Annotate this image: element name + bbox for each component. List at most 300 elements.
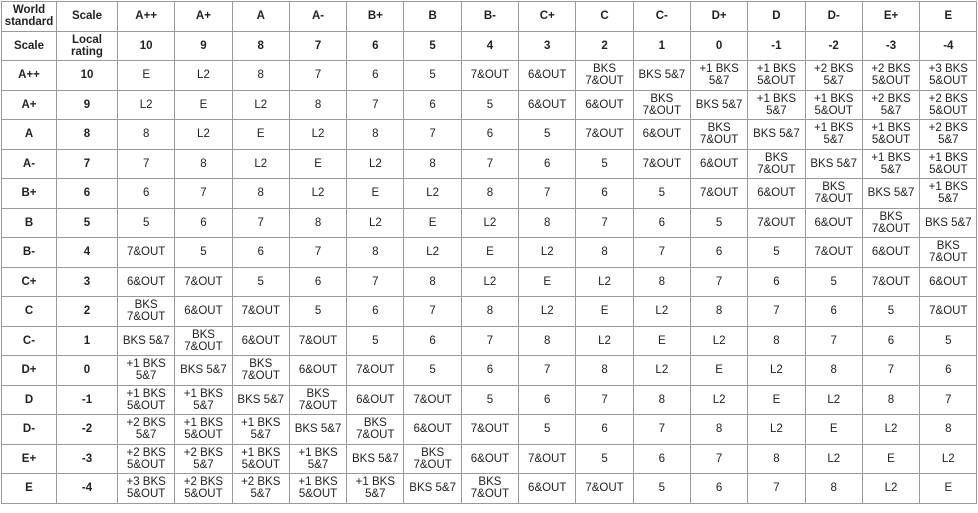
table-cell: E [805, 415, 862, 445]
table-cell: L2 [748, 356, 805, 386]
table-cell: 6 [461, 120, 518, 150]
column-header: A- [289, 2, 346, 32]
local-rating-cell: 4 [57, 238, 118, 268]
table-cell: BKS 7&OUT [404, 444, 461, 474]
table-row [2, 267, 977, 297]
table-cell: 7 [690, 267, 747, 297]
local-rating-cell: 0 [57, 356, 118, 386]
table-cell: 5 [289, 297, 346, 327]
table-cell: 7 [404, 297, 461, 327]
table-cell: 7&OUT [404, 385, 461, 415]
column-header: 1 [633, 31, 690, 61]
table-cell: 5 [805, 267, 862, 297]
column-header: D [748, 2, 805, 32]
table-row [2, 474, 977, 504]
table-cell: 5 [862, 297, 919, 327]
local-rating-cell: -4 [57, 474, 118, 504]
row-header: B [2, 208, 57, 238]
table-cell: 6&OUT [232, 326, 289, 356]
table-row [2, 208, 977, 238]
table-cell: 7 [232, 208, 289, 238]
table-cell: 7 [690, 444, 747, 474]
table-cell: +1 BKS 5&OUT [862, 120, 919, 150]
table-row [2, 444, 977, 474]
table-cell: 8 [519, 326, 576, 356]
table-cell: 7 [519, 356, 576, 386]
table-cell: +2 BKS 5&OUT [175, 474, 232, 504]
column-header: 10 [118, 31, 175, 61]
table-cell: +1 BKS 5&OUT [175, 415, 232, 445]
table-cell: 7 [461, 326, 518, 356]
table-cell: 6&OUT [805, 208, 862, 238]
column-header: -4 [920, 31, 977, 61]
local-rating-cell: -1 [57, 385, 118, 415]
row-header: C [2, 297, 57, 327]
table-cell: BKS 5&7 [347, 444, 404, 474]
row-header: B- [2, 238, 57, 268]
table-cell: 5 [461, 385, 518, 415]
table-cell: L2 [862, 415, 919, 445]
table-cell: 8 [118, 120, 175, 150]
table-cell: E [347, 179, 404, 209]
table-cell: 5 [519, 415, 576, 445]
column-header: 7 [289, 31, 346, 61]
scale-row [2, 31, 977, 61]
table-cell: +2 BKS 5&7 [175, 444, 232, 474]
table-cell: 8 [347, 238, 404, 268]
table-cell: L2 [347, 149, 404, 179]
table-cell: E [232, 120, 289, 150]
table-cell: BKS 5&7 [690, 90, 747, 120]
row-header: D [2, 385, 57, 415]
table-cell: +1 BKS 5&7 [118, 356, 175, 386]
table-cell: 5 [232, 267, 289, 297]
table-cell: BKS 7&OUT [576, 61, 633, 91]
table-cell: +3 BKS 5&OUT [118, 474, 175, 504]
local-rating-cell: 5 [57, 208, 118, 238]
local-rating-cell: 9 [57, 90, 118, 120]
row-header: A+ [2, 90, 57, 120]
row-header: B+ [2, 179, 57, 209]
table-cell: 6&OUT [920, 267, 977, 297]
table-cell: 7 [347, 90, 404, 120]
table-cell: 7&OUT [576, 474, 633, 504]
table-cell: 8 [289, 90, 346, 120]
table-cell: +1 BKS 5&7 [289, 444, 346, 474]
local-rating-cell: -2 [57, 415, 118, 445]
table-cell: E [690, 356, 747, 386]
table-cell: 7 [519, 179, 576, 209]
table-cell: 6 [576, 179, 633, 209]
table-cell: 8 [805, 474, 862, 504]
column-header: 4 [461, 31, 518, 61]
table-cell: 6&OUT [118, 267, 175, 297]
column-header: D- [805, 2, 862, 32]
table-cell: 7&OUT [748, 208, 805, 238]
table-cell: 7 [289, 61, 346, 91]
table-cell: E [461, 238, 518, 268]
table-cell: 6 [289, 267, 346, 297]
column-header: E+ [862, 2, 919, 32]
table-cell: BKS 5&7 [232, 385, 289, 415]
table-cell: 8 [347, 120, 404, 150]
table-cell: BKS 7&OUT [920, 238, 977, 268]
table-cell: 8 [633, 267, 690, 297]
table-cell: 5 [404, 356, 461, 386]
table-cell: 8 [862, 385, 919, 415]
table-cell: 6&OUT [633, 120, 690, 150]
table-cell: L2 [404, 238, 461, 268]
table-cell: 7&OUT [347, 356, 404, 386]
table-cell: 5 [576, 149, 633, 179]
table-row [2, 326, 977, 356]
table-cell: L2 [175, 120, 232, 150]
table-cell: 6 [519, 385, 576, 415]
table-cell: 6 [805, 297, 862, 327]
table-cell: +3 BKS 5&OUT [920, 61, 977, 91]
table-cell: 8 [805, 356, 862, 386]
row-header: A [2, 120, 57, 150]
table-cell: E [404, 208, 461, 238]
table-cell: 7&OUT [289, 326, 346, 356]
column-header: C+ [519, 2, 576, 32]
table-cell: BKS 5&7 [805, 149, 862, 179]
column-header: Scale [2, 31, 57, 61]
table-cell: BKS 7&OUT [175, 326, 232, 356]
table-row [2, 385, 977, 415]
table-cell: +1 BKS 5&OUT [748, 61, 805, 91]
table-cell: 7 [404, 120, 461, 150]
local-rating-cell: 2 [57, 297, 118, 327]
table-row [2, 356, 977, 386]
column-header: B+ [347, 2, 404, 32]
local-rating-cell: 8 [57, 120, 118, 150]
table-cell: 5 [690, 208, 747, 238]
table-cell: 7&OUT [576, 120, 633, 150]
table-cell: 5 [118, 208, 175, 238]
table-cell: 7&OUT [519, 444, 576, 474]
table-cell: 8 [232, 179, 289, 209]
table-cell: 5 [633, 474, 690, 504]
table-cell: 6&OUT [862, 238, 919, 268]
local-rating-cell: 3 [57, 267, 118, 297]
table-cell: 5 [347, 326, 404, 356]
table-cell: 6&OUT [576, 90, 633, 120]
table-cell: +1 BKS 5&OUT [118, 385, 175, 415]
table-cell: 7&OUT [175, 267, 232, 297]
table-cell: +2 BKS 5&OUT [920, 90, 977, 120]
column-header: Scale [57, 2, 118, 32]
table-cell: 7&OUT [232, 297, 289, 327]
column-header: World standard [2, 2, 57, 32]
table-cell: BKS 5&7 [633, 61, 690, 91]
table-cell: 6&OUT [404, 415, 461, 445]
table-cell: +1 BKS 5&7 [920, 179, 977, 209]
column-header: E [920, 2, 977, 32]
table-cell: 7 [461, 149, 518, 179]
table-cell: 5 [748, 238, 805, 268]
table-cell: 7&OUT [862, 267, 919, 297]
table-row [2, 415, 977, 445]
table-cell: 6 [519, 149, 576, 179]
table-cell: +1 BKS 5&OUT [289, 474, 346, 504]
column-header: 2 [576, 31, 633, 61]
table-row [2, 120, 977, 150]
table-cell: L2 [805, 385, 862, 415]
table-cell: 5 [404, 61, 461, 91]
table-cell: +2 BKS 5&7 [920, 120, 977, 150]
table-row [2, 90, 977, 120]
table-cell: BKS 7&OUT [748, 149, 805, 179]
column-header: -2 [805, 31, 862, 61]
table-cell: +1 BKS 5&OUT [805, 90, 862, 120]
row-header: D- [2, 415, 57, 445]
row-header: E [2, 474, 57, 504]
table-cell: 8 [519, 208, 576, 238]
table-cell: BKS 7&OUT [289, 385, 346, 415]
table-cell: 7 [289, 238, 346, 268]
table-cell: 8 [920, 415, 977, 445]
column-header: -1 [748, 31, 805, 61]
table-row [2, 61, 977, 91]
table-cell: 6 [633, 208, 690, 238]
table-cell: 8 [576, 238, 633, 268]
table-cell: E [118, 61, 175, 91]
table-cell: +2 BKS 5&7 [862, 90, 919, 120]
column-header: D+ [690, 2, 747, 32]
column-header: 6 [347, 31, 404, 61]
table-cell: BKS 7&OUT [118, 297, 175, 327]
table-cell: 7 [347, 267, 404, 297]
row-header: E+ [2, 444, 57, 474]
table-cell: L2 [175, 61, 232, 91]
table-cell: 7&OUT [805, 238, 862, 268]
table-cell: 5 [633, 179, 690, 209]
table-cell: +1 BKS 5&7 [748, 90, 805, 120]
table-cell: L2 [461, 208, 518, 238]
table-cell: 8 [404, 149, 461, 179]
table-cell: BKS 5&7 [404, 474, 461, 504]
local-rating-cell: 10 [57, 61, 118, 91]
table-cell: L2 [805, 444, 862, 474]
table-cell: 8 [633, 385, 690, 415]
table-cell: 6 [576, 415, 633, 445]
table-cell: +1 BKS 5&OUT [232, 444, 289, 474]
table-cell: BKS 7&OUT [461, 474, 518, 504]
column-header: A [232, 2, 289, 32]
table-cell: 6 [118, 179, 175, 209]
row-header: A++ [2, 61, 57, 91]
column-header: 5 [404, 31, 461, 61]
table-cell: 6 [690, 474, 747, 504]
table-cell: 5 [576, 444, 633, 474]
table-cell: 8 [748, 444, 805, 474]
table-cell: 7&OUT [118, 238, 175, 268]
table-row [2, 179, 977, 209]
table-cell: L2 [576, 267, 633, 297]
table-cell: 6&OUT [175, 297, 232, 327]
table-cell: E [289, 149, 346, 179]
table-cell: 6 [461, 356, 518, 386]
table-cell: 7 [576, 208, 633, 238]
table-cell: 6&OUT [690, 149, 747, 179]
table-cell: 6 [175, 208, 232, 238]
column-header: 0 [690, 31, 747, 61]
column-header: C [576, 2, 633, 32]
table-cell: E [920, 474, 977, 504]
table-cell: BKS 5&7 [862, 179, 919, 209]
local-rating-cell: 7 [57, 149, 118, 179]
table-cell: L2 [289, 120, 346, 150]
table-cell: 6 [920, 356, 977, 386]
table-cell: 7&OUT [690, 179, 747, 209]
table-cell: 6&OUT [519, 90, 576, 120]
table-cell: +2 BKS 5&OUT [118, 444, 175, 474]
row-header: A- [2, 149, 57, 179]
table-cell: +2 BKS 5&7 [805, 61, 862, 91]
rating-matrix [1, 1, 977, 504]
table-cell: L2 [690, 385, 747, 415]
table-cell: L2 [232, 149, 289, 179]
table-cell: L2 [519, 297, 576, 327]
table-cell: L2 [232, 90, 289, 120]
table-cell: 8 [232, 61, 289, 91]
table-cell: 6 [347, 61, 404, 91]
table-cell: E [576, 297, 633, 327]
table-cell: BKS 5&7 [920, 208, 977, 238]
table-cell: 7&OUT [461, 61, 518, 91]
table-cell: 7 [633, 238, 690, 268]
table-cell: L2 [633, 297, 690, 327]
column-header: 9 [175, 31, 232, 61]
table-cell: 8 [690, 415, 747, 445]
row-header: D+ [2, 356, 57, 386]
table-cell: L2 [748, 415, 805, 445]
table-cell: L2 [576, 326, 633, 356]
local-rating-cell: 6 [57, 179, 118, 209]
table-cell: 6&OUT [519, 474, 576, 504]
table-cell: BKS 7&OUT [862, 208, 919, 238]
rating-table [1, 1, 977, 504]
table-cell: 6&OUT [519, 61, 576, 91]
table-cell: E [862, 444, 919, 474]
table-cell: 8 [748, 326, 805, 356]
column-header: 8 [232, 31, 289, 61]
table-cell: L2 [633, 356, 690, 386]
table-cell: 7 [862, 356, 919, 386]
column-header: Local rating [57, 31, 118, 61]
table-cell: BKS 7&OUT [805, 179, 862, 209]
column-header: B- [461, 2, 518, 32]
table-cell: L2 [347, 208, 404, 238]
table-cell: 8 [289, 208, 346, 238]
table-cell: +1 BKS 5&7 [862, 149, 919, 179]
table-cell: L2 [289, 179, 346, 209]
table-cell: 8 [576, 356, 633, 386]
table-cell: +1 BKS 5&OUT [920, 149, 977, 179]
table-cell: 6 [690, 238, 747, 268]
table-cell: +1 BKS 5&7 [232, 415, 289, 445]
column-header: 3 [519, 31, 576, 61]
table-cell: BKS 5&7 [289, 415, 346, 445]
table-cell: +1 BKS 5&7 [690, 61, 747, 91]
table-cell: E [519, 267, 576, 297]
table-cell: L2 [118, 90, 175, 120]
table-row [2, 149, 977, 179]
table-cell: 6&OUT [461, 444, 518, 474]
table-cell: 6&OUT [289, 356, 346, 386]
table-cell: 5 [920, 326, 977, 356]
local-rating-cell: -3 [57, 444, 118, 474]
table-cell: 6 [862, 326, 919, 356]
table-cell: 8 [461, 297, 518, 327]
table-cell: L2 [404, 179, 461, 209]
table-cell: 7 [118, 149, 175, 179]
table-cell: 7 [748, 474, 805, 504]
table-cell: 8 [175, 149, 232, 179]
table-cell: 6 [404, 90, 461, 120]
table-cell: 7&OUT [461, 415, 518, 445]
table-cell: 6&OUT [748, 179, 805, 209]
table-cell: BKS 7&OUT [232, 356, 289, 386]
column-header: A+ [175, 2, 232, 32]
table-cell: 7 [920, 385, 977, 415]
table-cell: 6 [347, 297, 404, 327]
header-row [2, 2, 977, 32]
table-cell: 7 [633, 415, 690, 445]
table-row [2, 238, 977, 268]
table-cell: 6 [404, 326, 461, 356]
table-cell: 7 [805, 326, 862, 356]
table-cell: 5 [461, 90, 518, 120]
table-cell: 8 [461, 179, 518, 209]
table-cell: 7 [748, 297, 805, 327]
table-cell: 5 [519, 120, 576, 150]
column-header: -3 [862, 31, 919, 61]
table-cell: +1 BKS 5&7 [175, 385, 232, 415]
table-cell: 5 [175, 238, 232, 268]
row-header: C+ [2, 267, 57, 297]
table-cell: L2 [690, 326, 747, 356]
table-cell: 7 [175, 179, 232, 209]
table-cell: BKS 7&OUT [347, 415, 404, 445]
table-cell: L2 [920, 444, 977, 474]
table-cell: 8 [404, 267, 461, 297]
table-cell: L2 [461, 267, 518, 297]
table-cell: 6 [748, 267, 805, 297]
table-cell: 6 [633, 444, 690, 474]
table-cell: +1 BKS 5&7 [805, 120, 862, 150]
table-cell: 7&OUT [920, 297, 977, 327]
table-cell: 6&OUT [347, 385, 404, 415]
table-cell: E [175, 90, 232, 120]
table-row [2, 297, 977, 327]
table-cell: L2 [862, 474, 919, 504]
row-header: C- [2, 326, 57, 356]
table-cell: +2 BKS 5&7 [232, 474, 289, 504]
table-cell: 7&OUT [633, 149, 690, 179]
table-cell: L2 [519, 238, 576, 268]
table-cell: BKS 7&OUT [633, 90, 690, 120]
table-cell: BKS 5&7 [175, 356, 232, 386]
column-header: C- [633, 2, 690, 32]
table-cell: E [748, 385, 805, 415]
column-header: A++ [118, 2, 175, 32]
column-header: B [404, 2, 461, 32]
table-cell: +2 BKS 5&7 [118, 415, 175, 445]
table-cell: +1 BKS 5&7 [347, 474, 404, 504]
table-cell: E [633, 326, 690, 356]
